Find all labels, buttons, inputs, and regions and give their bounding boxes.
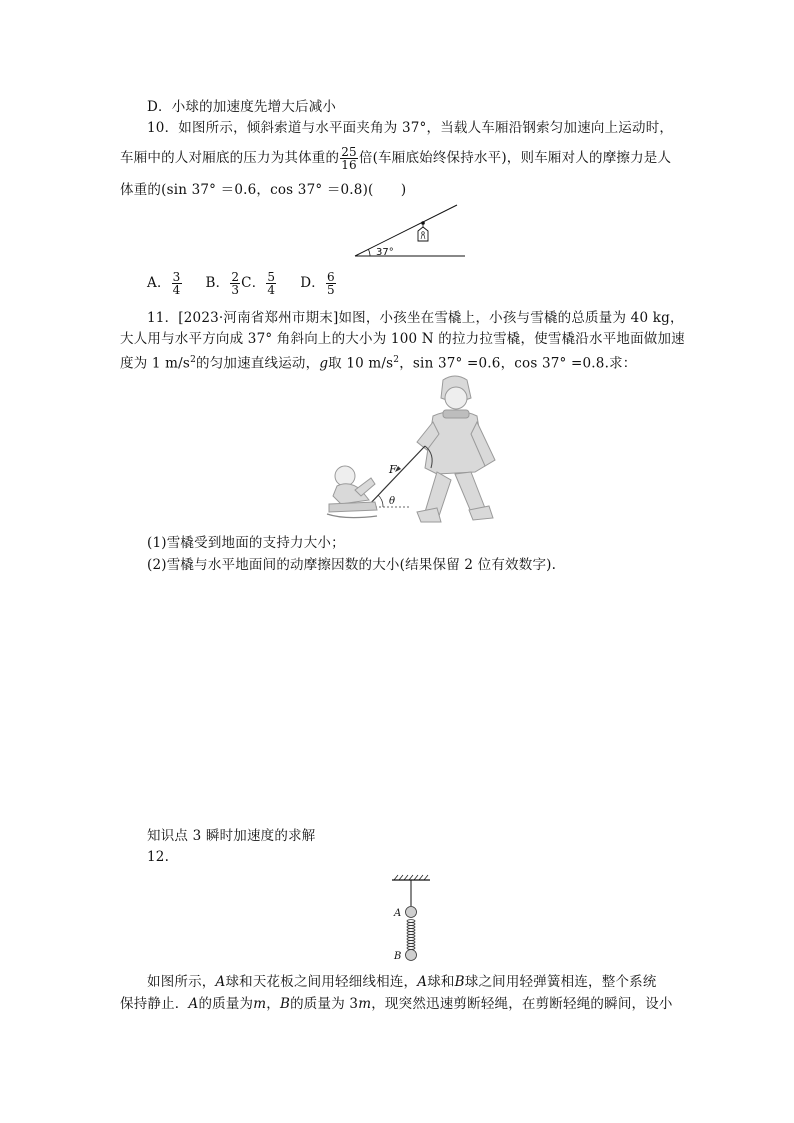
q10-option-c-frac[interactable]: $\frac{5}{4}$ — [267, 270, 276, 297]
q11-line1: 11．[2023·河南省郑州市期末]如图，小孩坐在雪橇上，小孩与雪橇的总质量为 40 kg， — [147, 310, 684, 326]
q10-option-a-label[interactable]: A． — [147, 275, 171, 291]
q10-option-d-label[interactable]: D． — [300, 275, 325, 291]
q11-sub2: (2)雪橇与水平地面间的动摩擦因数的大小(结果保留 2 位有效数字). — [147, 557, 557, 573]
q10-option-a-frac[interactable]: $\frac{3}{4}$ — [172, 270, 181, 297]
sled-figure — [325, 372, 500, 527]
q10-line3: 体重的(sin 37° ＝0.6，cos 37° ＝0.8)( ) — [120, 182, 407, 198]
q11-sub1: (1)雪橇受到地面的支持力大小； — [147, 535, 345, 551]
q10-line1: 10．如图所示，倾斜索道与水平面夹角为 37°，当载人车厢沿钢索匀加速向上运动时， — [147, 120, 674, 136]
spring-figure — [388, 874, 434, 964]
ball-b-icon — [406, 950, 417, 961]
incline-figure — [352, 200, 472, 262]
ball-a-icon — [406, 907, 417, 918]
incline-angle-arc — [369, 250, 371, 257]
ball-b-label: B — [394, 951, 402, 962]
q10-fraction — [340, 146, 358, 171]
q12-line2: 保持静止．A的质量为m，B的质量为 3m，现突然迅速剪断轻绳，在剪断轻绳的瞬间，设小 — [120, 996, 673, 1012]
q10-frac-num: 25 — [341, 145, 357, 159]
q10-line2-pre: 车厢中的人对厢底的压力为其体重的 — [120, 150, 340, 166]
force-label: F — [389, 463, 397, 476]
q10-option-b-frac[interactable]: $\frac{2}{3}$ — [231, 270, 240, 297]
theta-label: θ — [389, 496, 396, 507]
q9-option-d: D．小球的加速度先增大后减小 — [147, 99, 337, 115]
q12-line1: 如图所示，A球和天花板之间用轻细线相连，A球和B球之间用轻弹簧相连，整个系统 — [147, 974, 657, 990]
incline-cable-line — [355, 205, 457, 256]
theta-arc — [378, 495, 383, 507]
incline-angle-label: 37° — [376, 247, 394, 258]
pull-rope-line — [367, 446, 425, 507]
q11-line3: 度为 1 $m/s^2$的匀加速直线运动，g取 10 $m/s^2$，sin 37° =0.6，cos 37° =0.8.求： — [120, 355, 637, 372]
q12-number: 12. — [147, 849, 170, 865]
q10-option-b-label[interactable]: B． — [205, 275, 230, 291]
ceiling-hatch — [394, 875, 428, 880]
knowledge-point-title: 知识点 3 瞬时加速度的求解 — [147, 828, 316, 844]
q10-line2-post: 倍(车厢底始终保持水平)，则车厢对人的摩擦力是人 — [358, 150, 672, 166]
q10-line2 — [120, 146, 671, 171]
child-on-sled-icon — [327, 466, 377, 518]
q10-option-d-frac[interactable]: $\frac{6}{5}$ — [326, 270, 335, 297]
q10-frac-den: 16 — [341, 158, 357, 172]
q11-line2: 大人用与水平方向成 37° 角斜向上的大小为 100 N 的拉力拉雪橇，使雪橇沿水平地面做加速 — [120, 331, 685, 347]
spring-icon — [407, 920, 415, 950]
ball-a-label: A — [394, 908, 402, 919]
q10-options — [147, 266, 337, 300]
q10-option-c-label[interactable]: C． — [241, 275, 266, 291]
